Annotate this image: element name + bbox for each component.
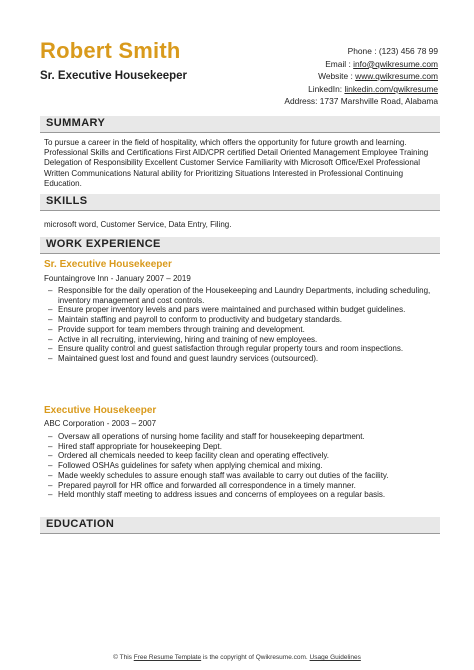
candidate-job-title: Sr. Executive Housekeeper [40, 70, 188, 82]
skills-text: microsoft word, Customer Service, Data Entry, Filing. [44, 220, 232, 229]
list-item: – Ordered all chemicals needed to keep facility clean and operating effectively. [44, 451, 436, 461]
contact-address: Address: 1737 Marshville Road, Alabama [284, 96, 438, 107]
list-item: – Ensure proper inventory levels and pars were maintained and purchased within budget guidelines. [44, 305, 436, 315]
job-title: Sr. Executive Housekeeper [44, 259, 172, 270]
job-bullets [44, 286, 436, 364]
experience-heading: WORK EXPERIENCE [40, 237, 440, 254]
job-company-dates: Fountaingrove Inn - January 2007 – 2019 [44, 274, 191, 283]
candidate-name: Robert Smith [40, 38, 181, 63]
education-heading: EDUCATION [40, 517, 440, 534]
contact-block [284, 45, 438, 108]
footer-middle: is the copyright of Qwikresume.com. [201, 654, 310, 661]
usage-guidelines-link[interactable]: Usage Guidelines [309, 654, 361, 661]
list-item: – Maintained guest lost and found and guest laundry services (outsourced). [44, 354, 436, 364]
contact-linkedin[interactable]: LinkedIn: linkedin.com/qwikresume [308, 83, 438, 94]
list-item: – Oversaw all operations of nursing home facility and staff for housekeeping department. [44, 432, 436, 442]
contact-phone: Phone : (123) 456 78 99 [347, 46, 438, 56]
list-item: – Provide support for team members through training and development. [44, 325, 436, 335]
list-item: – Made weekly schedules to assure enough staff was available to carry out duties of the facility. [44, 471, 436, 481]
summary-heading: SUMMARY [40, 116, 440, 133]
copyright-footer [0, 654, 474, 661]
list-item: – Active in all recruiting, interviewing, hiring and training of new employees. [44, 335, 436, 345]
list-item: – Responsible for the daily operation of the Housekeeping and Laundry Departments, including scheduling, inventory management and cost controls. [44, 286, 436, 305]
skills-heading: SKILLS [40, 194, 440, 211]
contact-website[interactable]: Website : www.qwikresume.com [318, 71, 438, 82]
free-resume-template-link[interactable]: Free Resume Template [133, 654, 202, 661]
list-item: – Prepared payroll for HR office and forwarded all correspondence in a timely manner. [44, 481, 436, 491]
list-item: – Ensure quality control and guest satisfaction through regular property tours and room inspections. [44, 344, 436, 354]
list-item: – Followed OSHAs guidelines for safety when applying chemical and mixing. [44, 461, 436, 471]
contact-email[interactable]: Email : info@qwikresume.com [325, 58, 438, 69]
summary-text: To pursue a career in the field of hospitality, which offers the opportunity for future growth and learning. Professional Skills and Certifications First AID/CPR certified Detail Oriented Management Employee Training Delegation of Responsibility Excellent Customer Service Familiarity with Microsoft Office/Exel Professional Written Communications Natural ability for Prioritizing Situations Interested in Professional Continuing Education. [44, 138, 429, 188]
list-item: – Hired staff appropriate for housekeeping Dept. [44, 442, 436, 452]
job-company-dates: ABC Corporation - 2003 – 2007 [44, 419, 157, 428]
job-bullets [44, 432, 436, 500]
job-title: Executive Housekeeper [44, 405, 157, 416]
list-item: – Maintain staffing and payroll to conform to productivity and budgetary standards. [44, 315, 436, 325]
list-item: – Held monthly staff meeting to address issues and concerns of employees on a regular basis. [44, 490, 436, 500]
footer-prefix: © This [113, 654, 134, 661]
